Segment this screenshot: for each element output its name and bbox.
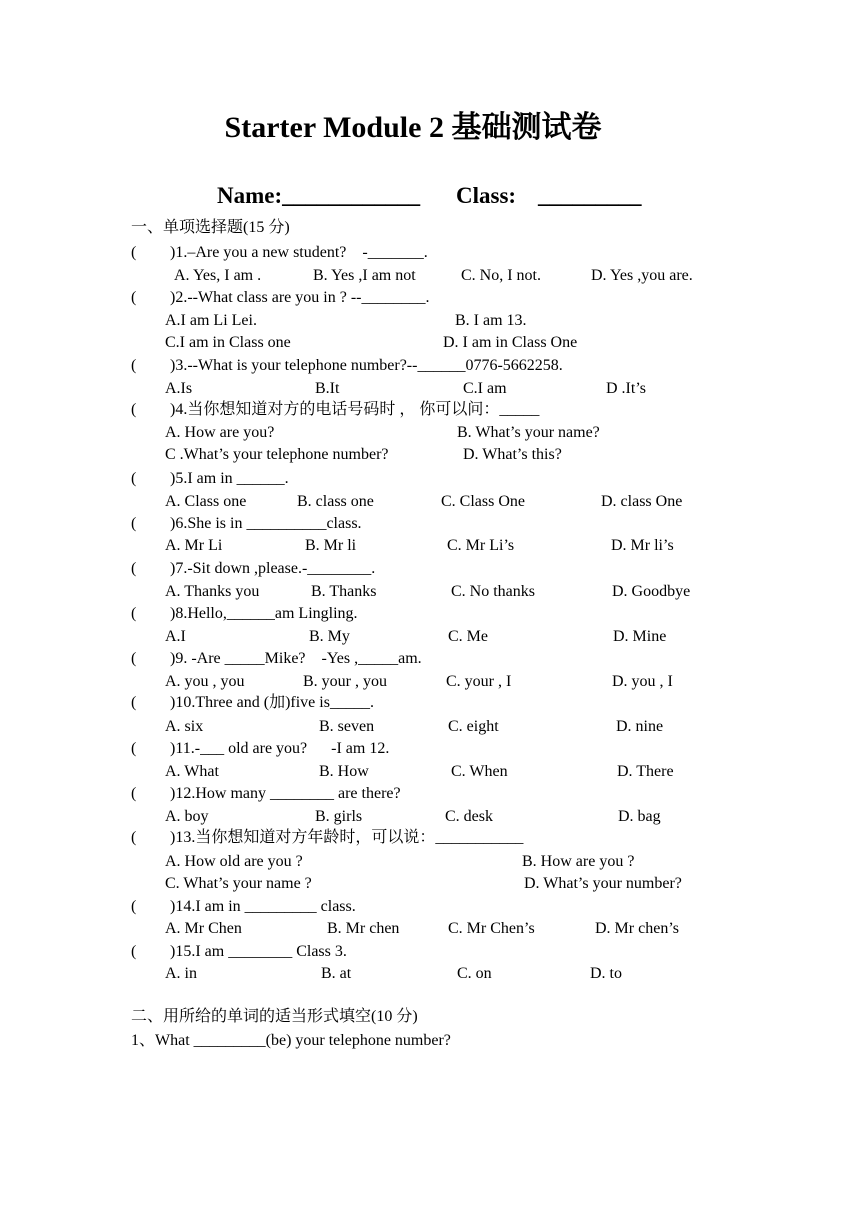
q10-option-c: C. eight: [448, 718, 499, 735]
q7-option-a: A. Thanks you: [165, 583, 260, 600]
name-field-label: Name:____________: [217, 183, 421, 208]
q3-option-d: D .It’s: [606, 380, 646, 397]
answer-paren: (: [131, 740, 137, 757]
answer-paren: (: [131, 244, 137, 261]
section-1-heading: 一、单项选择题(15 分): [131, 219, 290, 236]
q7-option-c: C. No thanks: [451, 583, 535, 600]
question-13-text: )13.当你想知道对方年龄时，可以说：___________: [170, 829, 524, 846]
q7-option-d: D. Goodbye: [612, 583, 691, 600]
q1-option-c: C. No, I not.: [461, 267, 541, 284]
question-6-text: )6.She is in __________class.: [170, 515, 362, 532]
q13-option-a: A. How old are you ?: [165, 853, 303, 870]
q15-option-b: B. at: [321, 965, 352, 982]
class-field-blank: _________: [538, 183, 642, 208]
q6-option-a: A. Mr Li: [165, 537, 223, 554]
q13-option-b: B. How are you ?: [522, 853, 635, 870]
q1-option-a: A. Yes, I am .: [174, 267, 262, 284]
q12-option-a: A. boy: [165, 808, 209, 825]
q4-option-a: A. How are you?: [165, 424, 275, 441]
q7-option-b: B. Thanks: [311, 583, 377, 600]
question-7-text: )7.-Sit down ,please.-________.: [170, 560, 376, 577]
q10-option-d: D. nine: [616, 718, 664, 735]
q2-option-a: A.I am Li Lei.: [165, 312, 257, 329]
q9-option-d: D. you , I: [612, 673, 673, 690]
question-11-text: )11.-___ old are you? -I am 12.: [170, 740, 390, 757]
q2-option-d: D. I am in Class One: [443, 334, 578, 351]
q5-option-b: B. class one: [297, 493, 374, 510]
answer-paren: (: [131, 289, 137, 306]
answer-paren: (: [131, 694, 137, 711]
q13-option-d: D. What’s your number?: [524, 875, 682, 892]
q8-option-c: C. Me: [448, 628, 488, 645]
q12-option-c: C. desk: [445, 808, 493, 825]
q8-option-b: B. My: [309, 628, 350, 645]
q15-option-c: C. on: [457, 965, 492, 982]
q8-option-a: A.I: [165, 628, 186, 645]
q1-option-b: B. Yes ,I am not: [313, 267, 416, 284]
page-title: Starter Module 2 基础测试卷: [224, 111, 602, 144]
q1-option-d: D. Yes ,you are.: [591, 267, 693, 284]
q4-option-d: D. What’s this?: [463, 446, 562, 463]
q10-option-b: B. seven: [319, 718, 375, 735]
q10-option-a: A. six: [165, 718, 204, 735]
q2-option-c: C.I am in Class one: [165, 334, 291, 351]
q5-option-a: A. Class one: [165, 493, 247, 510]
q14-option-a: A. Mr Chen: [165, 920, 242, 937]
q9-option-a: A. you , you: [165, 673, 245, 690]
q13-option-c: C. What’s your name ?: [165, 875, 312, 892]
answer-paren: (: [131, 605, 137, 622]
answer-paren: (: [131, 650, 137, 667]
q5-option-c: C. Class One: [441, 493, 525, 510]
q3-option-c: C.I am: [463, 380, 507, 397]
q11-option-c: C. When: [451, 763, 508, 780]
question-2-text: )2.--What class are you in ? --________.: [170, 289, 430, 306]
q5-option-d: D. class One: [601, 493, 683, 510]
q11-option-a: A. What: [165, 763, 219, 780]
section-2-heading: 二、用所给的单词的适当形式填空(10 分): [131, 1008, 418, 1025]
answer-paren: (: [131, 515, 137, 532]
q15-option-a: A. in: [165, 965, 197, 982]
q6-option-b: B. Mr li: [305, 537, 357, 554]
answer-paren: (: [131, 357, 137, 374]
question-9-text: )9. -Are _____Mike? -Yes ,_____am.: [170, 650, 422, 667]
question-10-text: )10.Three and (加)five is_____.: [170, 694, 374, 711]
answer-paren: (: [131, 560, 137, 577]
fill-in-item-1: 1、What _________(be) your telephone number?: [131, 1032, 451, 1049]
question-3-text: )3.--What is your telephone number?--______0776-5662258.: [170, 357, 563, 374]
q8-option-d: D. Mine: [613, 628, 667, 645]
q12-option-d: D. bag: [618, 808, 661, 825]
q14-option-c: C. Mr Chen’s: [448, 920, 535, 937]
q11-option-b: B. How: [319, 763, 369, 780]
answer-paren: (: [131, 785, 137, 802]
answer-paren: (: [131, 898, 137, 915]
q9-option-c: C. your , I: [446, 673, 512, 690]
answer-paren: (: [131, 470, 137, 487]
question-1-text: )1.–Are you a new student? -_______.: [170, 244, 428, 261]
question-15-text: )15.I am ________ Class 3.: [170, 943, 347, 960]
q11-option-d: D. There: [617, 763, 674, 780]
question-5-text: )5.I am in ______.: [170, 470, 289, 487]
question-8-text: )8.Hello,______am Lingling.: [170, 605, 358, 622]
q4-option-b: B. What’s your name?: [457, 424, 600, 441]
question-12-text: )12.How many ________ are there?: [170, 785, 401, 802]
answer-paren: (: [131, 943, 137, 960]
q9-option-b: B. your , you: [303, 673, 387, 690]
q12-option-b: B. girls: [315, 808, 363, 825]
q6-option-d: D. Mr li’s: [611, 537, 674, 554]
q3-option-a: A.Is: [165, 380, 193, 397]
q14-option-d: D. Mr chen’s: [595, 920, 679, 937]
q14-option-b: B. Mr chen: [327, 920, 400, 937]
question-4-text: )4.当你想知道对方的电话号码时 ， 你可以问：_____: [170, 401, 540, 418]
q2-option-b: B. I am 13.: [455, 312, 527, 329]
q3-option-b: B.It: [315, 380, 340, 397]
class-field-label: Class:: [456, 183, 517, 208]
q15-option-d: D. to: [590, 965, 622, 982]
q6-option-c: C. Mr Li’s: [447, 537, 515, 554]
question-14-text: )14.I am in _________ class.: [170, 898, 356, 915]
answer-paren: (: [131, 829, 137, 846]
q4-option-c: C .What’s your telephone number?: [165, 446, 389, 463]
answer-paren: (: [131, 401, 137, 418]
